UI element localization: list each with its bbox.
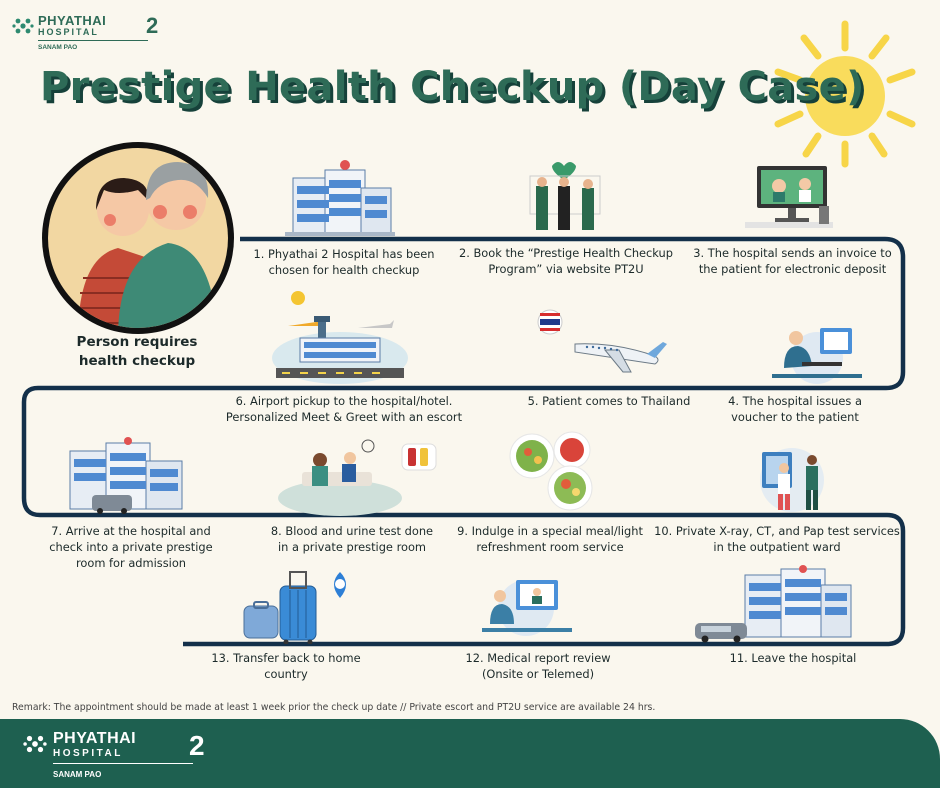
step-1 xyxy=(240,246,448,278)
step-8-line1: 8. Blood and urine test done xyxy=(270,524,434,538)
person-label xyxy=(52,333,222,371)
step-8-line2: in a private prestige room xyxy=(277,540,427,554)
step-5 xyxy=(516,393,702,409)
step-9-line1: 9. Indulge in a special meal/light xyxy=(457,524,643,538)
step-9-line2: refreshment room service xyxy=(476,540,624,554)
remark-text: Remark: The appointment should be made at least 1 week prior the check up date // Private escort and PT2U service are available 24 hrs. xyxy=(12,702,656,713)
step-4 xyxy=(700,393,890,425)
step-3 xyxy=(690,245,895,277)
step-1-line2: chosen for health checkup xyxy=(268,263,420,277)
hospital-arrival-icon xyxy=(64,437,188,515)
step-7 xyxy=(40,523,222,571)
step-2 xyxy=(456,245,676,277)
step-13 xyxy=(196,650,376,682)
step-3-line1: 3. The hospital sends an invoice to xyxy=(693,246,892,260)
computer-invoice-icon xyxy=(745,162,833,232)
brand-name: PHYATHAI xyxy=(38,13,107,28)
step-8 xyxy=(262,523,442,555)
step-11-line1: 11. Leave the hospital xyxy=(729,651,857,665)
step-10-line2: in the outpatient ward xyxy=(713,540,841,554)
brand-subname: HOSPITAL xyxy=(38,27,148,41)
xray-icon xyxy=(748,440,838,514)
hospital-leave-icon xyxy=(695,565,855,643)
footer-logo[interactable] xyxy=(22,731,205,779)
family-portrait-icon xyxy=(38,138,238,338)
step-2-line1: 2. Book the “Prestige Health Checkup xyxy=(458,246,674,260)
step-4-line1: 4. The hospital issues a xyxy=(728,394,862,408)
step-12 xyxy=(440,650,636,682)
step-1-line1: 1. Phyathai 2 Hospital has been xyxy=(253,247,435,261)
footer-brand-branch: SANAM PAO xyxy=(53,770,102,779)
step-13-line2: country xyxy=(264,667,308,681)
hospital-building-icon xyxy=(285,158,395,236)
brand-number: 2 xyxy=(146,13,159,38)
step-11 xyxy=(700,650,886,666)
person-label-line1: Person requires xyxy=(76,334,198,350)
voucher-laptop-icon xyxy=(772,318,862,384)
step-12-line2: (Onsite or Telemed) xyxy=(481,667,595,681)
person-label-line2: health checkup xyxy=(78,353,196,369)
page-title: Prestige Health Checkup (Day Case) xyxy=(40,64,865,110)
step-6 xyxy=(222,393,466,425)
footer-logo-icon xyxy=(22,733,48,755)
step-13-line1: 13. Transfer back to home xyxy=(211,651,361,665)
blood-test-icon xyxy=(274,434,440,516)
step-7-line2: check into a private prestige xyxy=(49,540,213,554)
step-9 xyxy=(450,523,650,555)
step-12-line1: 12. Medical report review xyxy=(465,651,611,665)
step-10 xyxy=(652,523,902,555)
footer-brand-name: PHYATHAI xyxy=(53,730,137,747)
step-5-line1: 5. Patient comes to Thailand xyxy=(527,394,691,408)
step-4-line2: voucher to the patient xyxy=(731,410,859,424)
footer-brand-number: 2 xyxy=(189,730,205,761)
airplane-icon xyxy=(535,306,675,386)
step-3-line2: the patient for electronic deposit xyxy=(698,262,887,276)
meal-icon xyxy=(508,428,598,512)
brand-branch: SANAM PAO xyxy=(38,44,78,51)
step-2-line2: Program” via website PT2U xyxy=(488,262,644,276)
airport-icon xyxy=(270,288,410,384)
footer-bar xyxy=(0,719,940,788)
step-6-line1: 6. Airport pickup to the hospital/hotel. xyxy=(235,394,453,408)
footer-brand-subname: HOSPITAL xyxy=(53,747,193,764)
luggage-icon xyxy=(240,568,360,644)
step-7-line1: 7. Arrive at the hospital and xyxy=(51,524,211,538)
step-7-line3: room for admission xyxy=(75,556,187,570)
step-10-line1: 10. Private X-ray, CT, and Pap test services xyxy=(654,524,900,538)
telemed-icon xyxy=(482,574,572,638)
booking-team-icon xyxy=(522,156,607,234)
step-6-line2: Personalized Meet & Greet with an escort xyxy=(225,410,463,424)
